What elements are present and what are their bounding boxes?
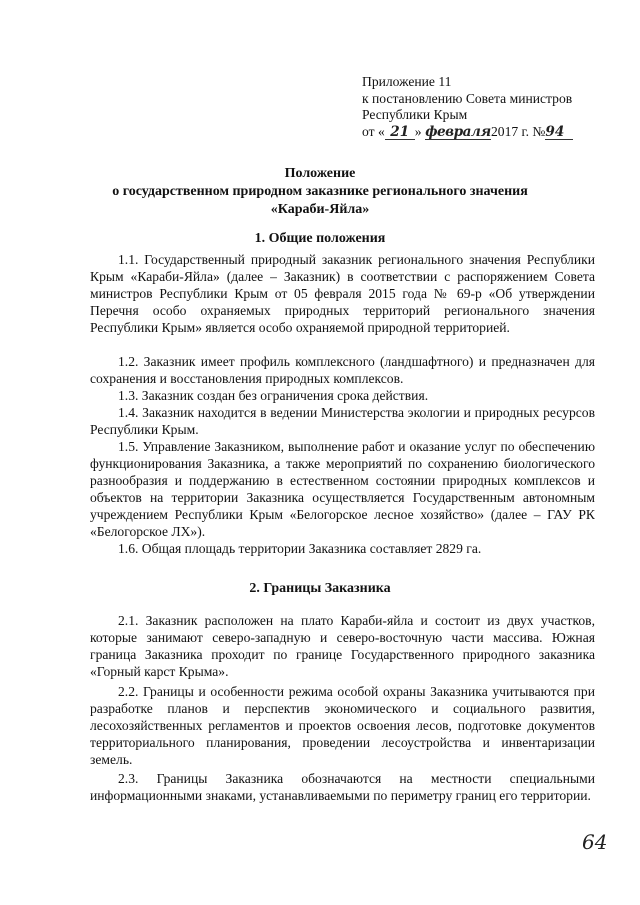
section-2-title: 2. Границы Заказника — [249, 581, 391, 596]
paragraph-1-2: 1.2. Заказник имеет профиль комплексного (ландшафтного) и предназначен для сохранения и восстановления природных комплексов. — [90, 354, 595, 386]
document-subtitle: о государственном природном заказнике регионального значения — [112, 184, 528, 199]
appendix-date-line — [362, 124, 573, 141]
paragraph-1-6: 1.6. Общая площадь территории Заказника составляет 2829 га. — [118, 541, 482, 556]
appendix-header — [362, 74, 573, 140]
paragraph-2-1: 2.1. Заказник расположен на плато Караби-яйла и состоит из двух участков, которые занимают северо-западную и северо-восточную части массива. Южная граница Заказника проходит по границе Государственного природного заказника «Горный карст Крыма». — [90, 613, 595, 679]
appendix-republic: Республики Крым — [362, 107, 468, 122]
paragraph-1-5: 1.5. Управление Заказником, выполнение работ и оказание услуг по обеспечению функционирования Заказника, а также мероприятий по сохранению биологического разнообразия и поддержанию в естественном состоянии природных комплексов и объектов на территории Заказника осуществляется Государственным автономным учреждением Республики Крым «Белогорское лесное хозяйство» (далее – ГАУ РК «Белогорское ЛХ»). — [90, 439, 595, 539]
appendix-decree: к постановлению Совета министров — [362, 90, 573, 106]
paragraph-1-3: 1.3. Заказник создан без ограничения срока действия. — [118, 388, 429, 403]
handwritten-month: февраля — [425, 123, 491, 140]
appendix-title: Приложение 11 — [362, 74, 452, 89]
date-close-quote: » — [414, 123, 422, 139]
paragraph-2-3: 2.3. Границы Заказника обозначаются на местности специальными информационными знаками, устанавливаемыми по периметру границ его территории. — [90, 771, 595, 803]
section-1-title: 1. Общие положения — [254, 231, 386, 246]
handwritten-number: 94 — [545, 125, 573, 140]
paragraph-1-1: 1.1. Государственный природный заказник регионального значения Республики Крым «Караби-Яйла» (далее – Заказник) в соответствии с распоряжением Совета министров Республики Крым от 05 февраля 2015 года № 69-р «Об утверждении Перечня особо охраняемых природных территорий регионального значения Республики Крым» является особо охраняемой природной территорией. — [90, 252, 595, 335]
reserve-name: «Караби-Яйла» — [270, 202, 370, 217]
paragraph-1-4: 1.4. Заказник находится в ведении Министерства экологии и природных ресурсов Республики Крым. — [90, 405, 595, 437]
handwritten-day: 21 — [385, 125, 415, 140]
handwritten-page-number: 64 — [582, 830, 608, 854]
date-prefix: от « — [362, 123, 385, 139]
paragraph-2-2: 2.2. Границы и особенности режима особой охраны Заказника учитываются при разработке планов и перспектив экономического и социального развития, лесохозяйственных регламентов и проектов освоения лесов, подготовке документов территориального планирования, проведении лесоустройства и инвентаризации земель. — [90, 684, 595, 767]
document-title: Положение — [284, 166, 356, 181]
date-year-number-label: 2017 г. № — [490, 123, 546, 139]
